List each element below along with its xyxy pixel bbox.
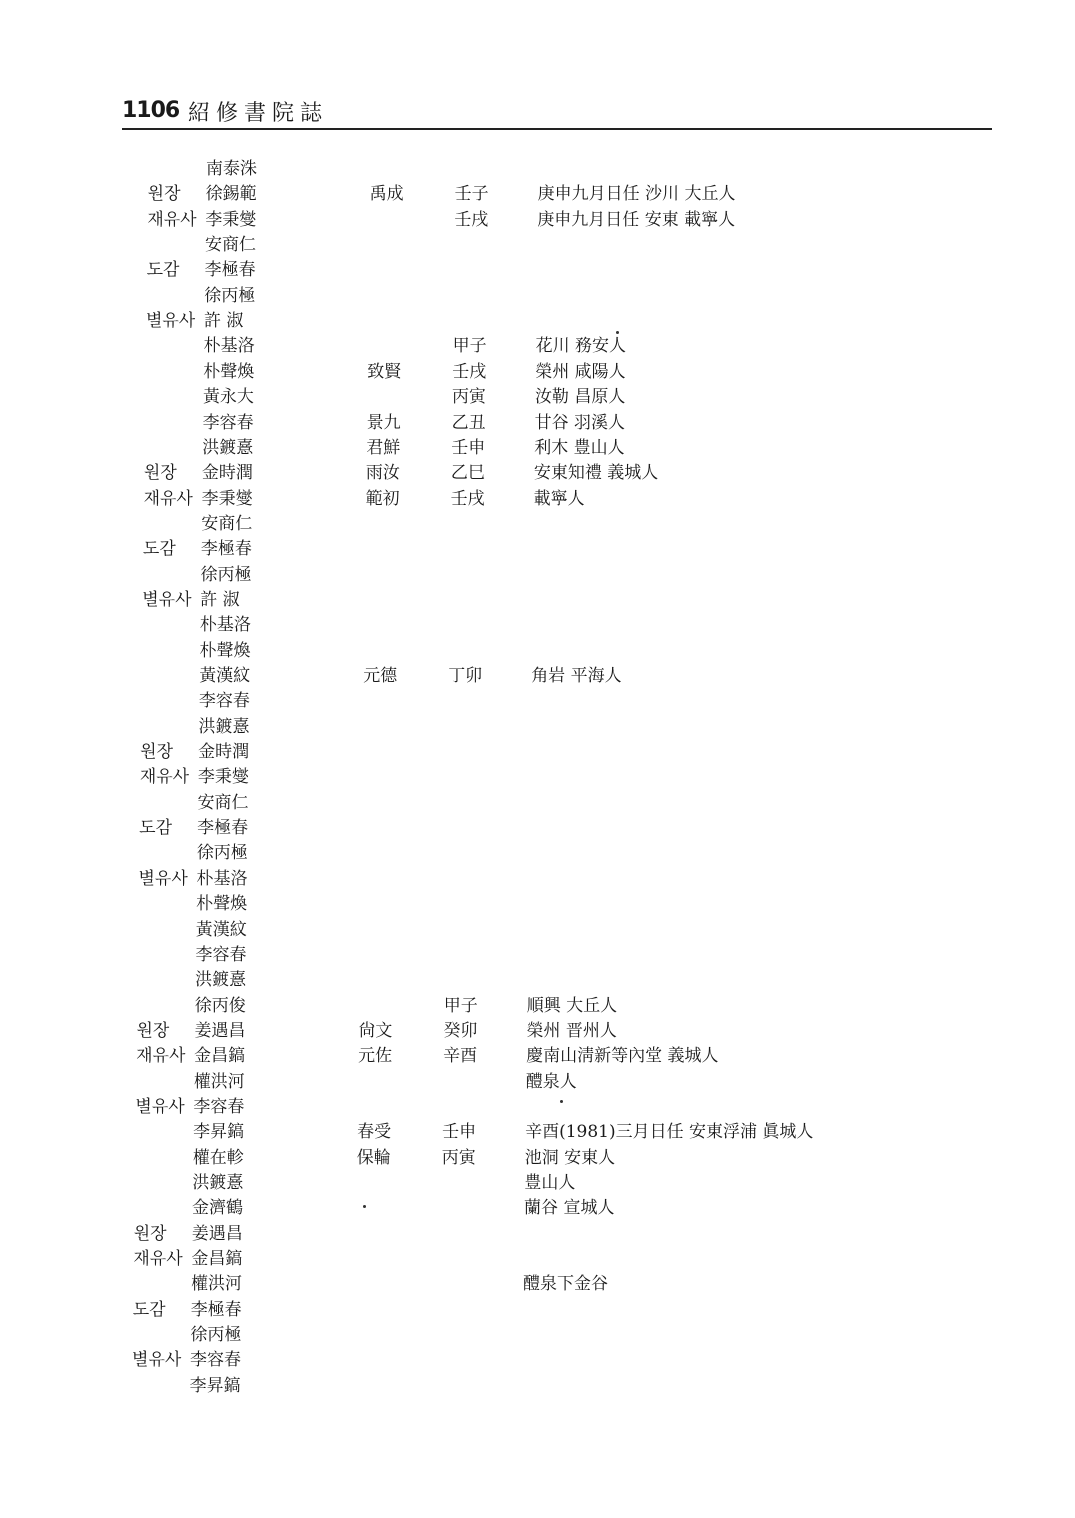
row-name: 許 淑 (203, 311, 244, 332)
row-note: 甘谷 羽溪人 (534, 412, 625, 433)
row-birth-year: 辛酉 (443, 1046, 478, 1067)
row-name: 徐錫範 (205, 184, 257, 205)
row-note: 醴泉下金谷 (523, 1274, 609, 1295)
row-name: 李昇鎬 (193, 1122, 245, 1143)
table-row (0, 613, 1075, 638)
row-name: 朴基洛 (199, 615, 251, 636)
row-name: 李容春 (202, 412, 254, 433)
row-birth-year: 丙寅 (441, 1147, 476, 1168)
row-name: 李極春 (204, 260, 256, 281)
row-birth-year: 癸卯 (443, 1020, 478, 1041)
row-note: 庚申九月日任 安東 載寧人 (537, 209, 736, 230)
table-row (0, 233, 1075, 258)
row-name: 安商仁 (204, 235, 256, 256)
table-row (0, 182, 1075, 207)
row-role: 도감 (142, 539, 176, 560)
row-role: 재유사 (143, 488, 193, 509)
row-birth-year: 壬申 (442, 1122, 477, 1143)
row-note: 利木 豊山人 (534, 437, 625, 458)
row-role: 별유사 (142, 589, 192, 610)
row-name: 徐丙極 (200, 564, 252, 585)
row-courtesy-name: 元佐 (358, 1046, 393, 1067)
table-row (0, 284, 1075, 309)
book-title: 紹修書院誌 (188, 101, 329, 126)
row-name: 姜遇昌 (191, 1223, 243, 1244)
row-role: 별유사 (135, 1096, 185, 1117)
row-courtesy-name: 致賢 (367, 361, 402, 382)
table-row (0, 1146, 1075, 1171)
table-row (0, 715, 1075, 740)
table-row (0, 1222, 1075, 1247)
row-birth-year: 丁卯 (448, 666, 483, 686)
row-birth-year: 壬戌 (454, 209, 489, 230)
row-name: 朴聲煥 (199, 640, 251, 661)
row-birth-year: 乙巳 (450, 463, 485, 484)
row-name: 權在軫 (192, 1147, 244, 1168)
page-number: 1106 (122, 98, 180, 123)
table-row (0, 689, 1075, 714)
row-birth-year: 乙丑 (451, 412, 486, 433)
row-role: 도감 (132, 1299, 166, 1320)
row-name: 黃漢紋 (195, 919, 247, 940)
row-note: 蘭谷 宣城人 (524, 1198, 615, 1219)
row-role: 도감 (146, 260, 180, 281)
table-row (0, 157, 1075, 182)
row-name: 金昌鎬 (191, 1249, 243, 1270)
row-role: 원장 (147, 184, 181, 205)
table-row (0, 968, 1075, 993)
row-role: 재유사 (147, 209, 197, 230)
row-name: 朴聲煥 (196, 894, 248, 915)
row-role: 원장 (133, 1223, 167, 1244)
row-role: 도감 (139, 818, 173, 839)
row-name: 李極春 (190, 1299, 242, 1320)
row-name: 李容春 (195, 944, 247, 965)
row-note: 榮州 咸陽人 (535, 361, 626, 382)
row-note: 慶南山淸新等內堂 義城人 (526, 1046, 719, 1067)
row-note: 順興 大丘人 (526, 995, 618, 1016)
row-name: 金昌鎬 (194, 1046, 246, 1067)
row-name: 李極春 (200, 539, 252, 560)
row-note: 花川 務安人 (535, 336, 627, 357)
ink-speck (363, 1205, 366, 1208)
row-courtesy-name: 景九 (366, 412, 401, 433)
row-name: 朴基洛 (203, 336, 255, 357)
row-name: 安商仁 (201, 513, 253, 534)
table-row (0, 791, 1075, 816)
table-row (0, 892, 1075, 917)
row-role: 원장 (143, 463, 177, 484)
row-name: 洪鍍憙 (202, 437, 254, 458)
row-name: 李秉燮 (205, 209, 257, 230)
table-row (0, 411, 1075, 436)
table-row (0, 943, 1075, 968)
table-row (0, 487, 1075, 512)
row-note: 載寧人 (533, 488, 585, 509)
table-row (0, 1272, 1075, 1297)
table-row (0, 1095, 1075, 1120)
table-row (0, 208, 1075, 233)
row-name: 洪鍍憙 (195, 970, 247, 991)
table-row (0, 360, 1075, 385)
ink-speck (616, 331, 619, 334)
table-row (0, 1171, 1075, 1196)
row-birth-year: 壬戌 (450, 488, 485, 509)
row-name: 權洪河 (191, 1274, 243, 1295)
row-name: 李容春 (198, 691, 250, 712)
row-note: 榮州 晋州人 (526, 1020, 617, 1041)
row-name: 金濟鶴 (192, 1198, 244, 1219)
row-name: 李容春 (193, 1096, 245, 1117)
row-name: 徐丙極 (204, 285, 256, 306)
row-note: 安東知禮 義城人 (533, 463, 659, 484)
row-courtesy-name: 禹成 (369, 184, 404, 205)
row-role: 별유사 (138, 868, 188, 889)
row-name: 徐丙俊 (194, 995, 246, 1016)
row-note: 辛酉(1981)三月日任 安東浮浦 眞城人 (525, 1122, 814, 1143)
table-row (0, 1298, 1075, 1323)
row-name: 安商仁 (197, 792, 249, 813)
row-note: 角岩 平海人 (531, 666, 622, 686)
table-row (0, 588, 1075, 613)
row-name: 李容春 (190, 1350, 242, 1371)
row-role: 별유사 (132, 1350, 182, 1371)
row-name: 朴基洛 (196, 868, 248, 889)
row-name: 許 淑 (200, 589, 240, 610)
row-birth-year: 甲子 (443, 995, 478, 1016)
table-row (0, 994, 1075, 1019)
table-row (0, 563, 1075, 588)
table-row (0, 258, 1075, 283)
row-courtesy-name: 春受 (357, 1122, 392, 1143)
row-name: 李極春 (197, 818, 249, 839)
row-birth-year: 丙寅 (451, 387, 486, 408)
table-row (0, 1019, 1075, 1044)
row-name: 金時潤 (201, 463, 253, 484)
row-note: 池洞 安東人 (524, 1147, 616, 1168)
row-note: 庚申九月日任 沙川 大丘人 (537, 184, 736, 205)
row-courtesy-name: 君鮮 (366, 437, 401, 458)
row-name: 李秉燮 (197, 767, 249, 788)
table-row (0, 1120, 1075, 1145)
table-row (0, 867, 1075, 892)
table-row (0, 1348, 1075, 1373)
table-row (0, 841, 1075, 866)
row-name: 黃永大 (202, 387, 254, 408)
row-courtesy-name: 範初 (365, 488, 400, 509)
row-name: 姜遇昌 (194, 1020, 246, 1041)
row-role: 원장 (136, 1020, 170, 1041)
table-row (0, 334, 1075, 359)
row-note: 豊山人 (524, 1173, 576, 1193)
table-row (0, 1196, 1075, 1221)
table-row (0, 461, 1075, 486)
row-name: 洪鍍憙 (198, 716, 250, 737)
row-name: 徐丙極 (190, 1325, 242, 1346)
row-courtesy-name: 雨汝 (365, 463, 400, 484)
row-birth-year: 甲子 (452, 336, 487, 357)
row-courtesy-name: 尙文 (358, 1020, 393, 1041)
row-birth-year: 壬申 (451, 437, 486, 458)
table-row (0, 1044, 1075, 1069)
table-row (0, 1070, 1075, 1095)
table-row (0, 537, 1075, 562)
row-name: 李昇鎬 (189, 1375, 241, 1396)
table-row (0, 816, 1075, 841)
row-birth-year: 壬戌 (452, 361, 487, 382)
row-note: 汝勒 昌原人 (534, 387, 626, 408)
row-role: 재유사 (136, 1046, 186, 1067)
table-row (0, 740, 1075, 765)
row-role: 원장 (140, 742, 174, 763)
row-birth-year: 壬子 (454, 184, 489, 205)
table-row (0, 1374, 1075, 1399)
row-role: 재유사 (133, 1249, 183, 1270)
row-name: 金時潤 (198, 742, 250, 763)
row-name: 徐丙極 (196, 843, 248, 864)
table-row (0, 385, 1075, 410)
table-row (0, 639, 1075, 664)
table-row (0, 664, 1075, 689)
row-note: 醴泉人 (525, 1071, 577, 1092)
row-courtesy-name: 元德 (363, 666, 398, 686)
row-role: 재유사 (139, 767, 190, 788)
row-name: 南泰洙 (206, 159, 257, 179)
table-row (0, 765, 1075, 790)
table-row (0, 309, 1075, 334)
ink-speck (560, 1100, 563, 1103)
table-row (0, 1323, 1075, 1348)
row-name: 黃漢紋 (199, 666, 251, 686)
row-name: 洪鍍憙 (192, 1173, 244, 1193)
row-name: 權洪河 (193, 1071, 245, 1092)
table-row (0, 436, 1075, 461)
row-name: 朴聲煥 (203, 361, 255, 382)
row-role: 별유사 (145, 311, 196, 332)
table-row (0, 512, 1075, 537)
table-row (0, 918, 1075, 943)
table-row (0, 1247, 1075, 1272)
row-name: 李秉燮 (201, 488, 253, 509)
row-courtesy-name: 保輪 (356, 1147, 391, 1168)
